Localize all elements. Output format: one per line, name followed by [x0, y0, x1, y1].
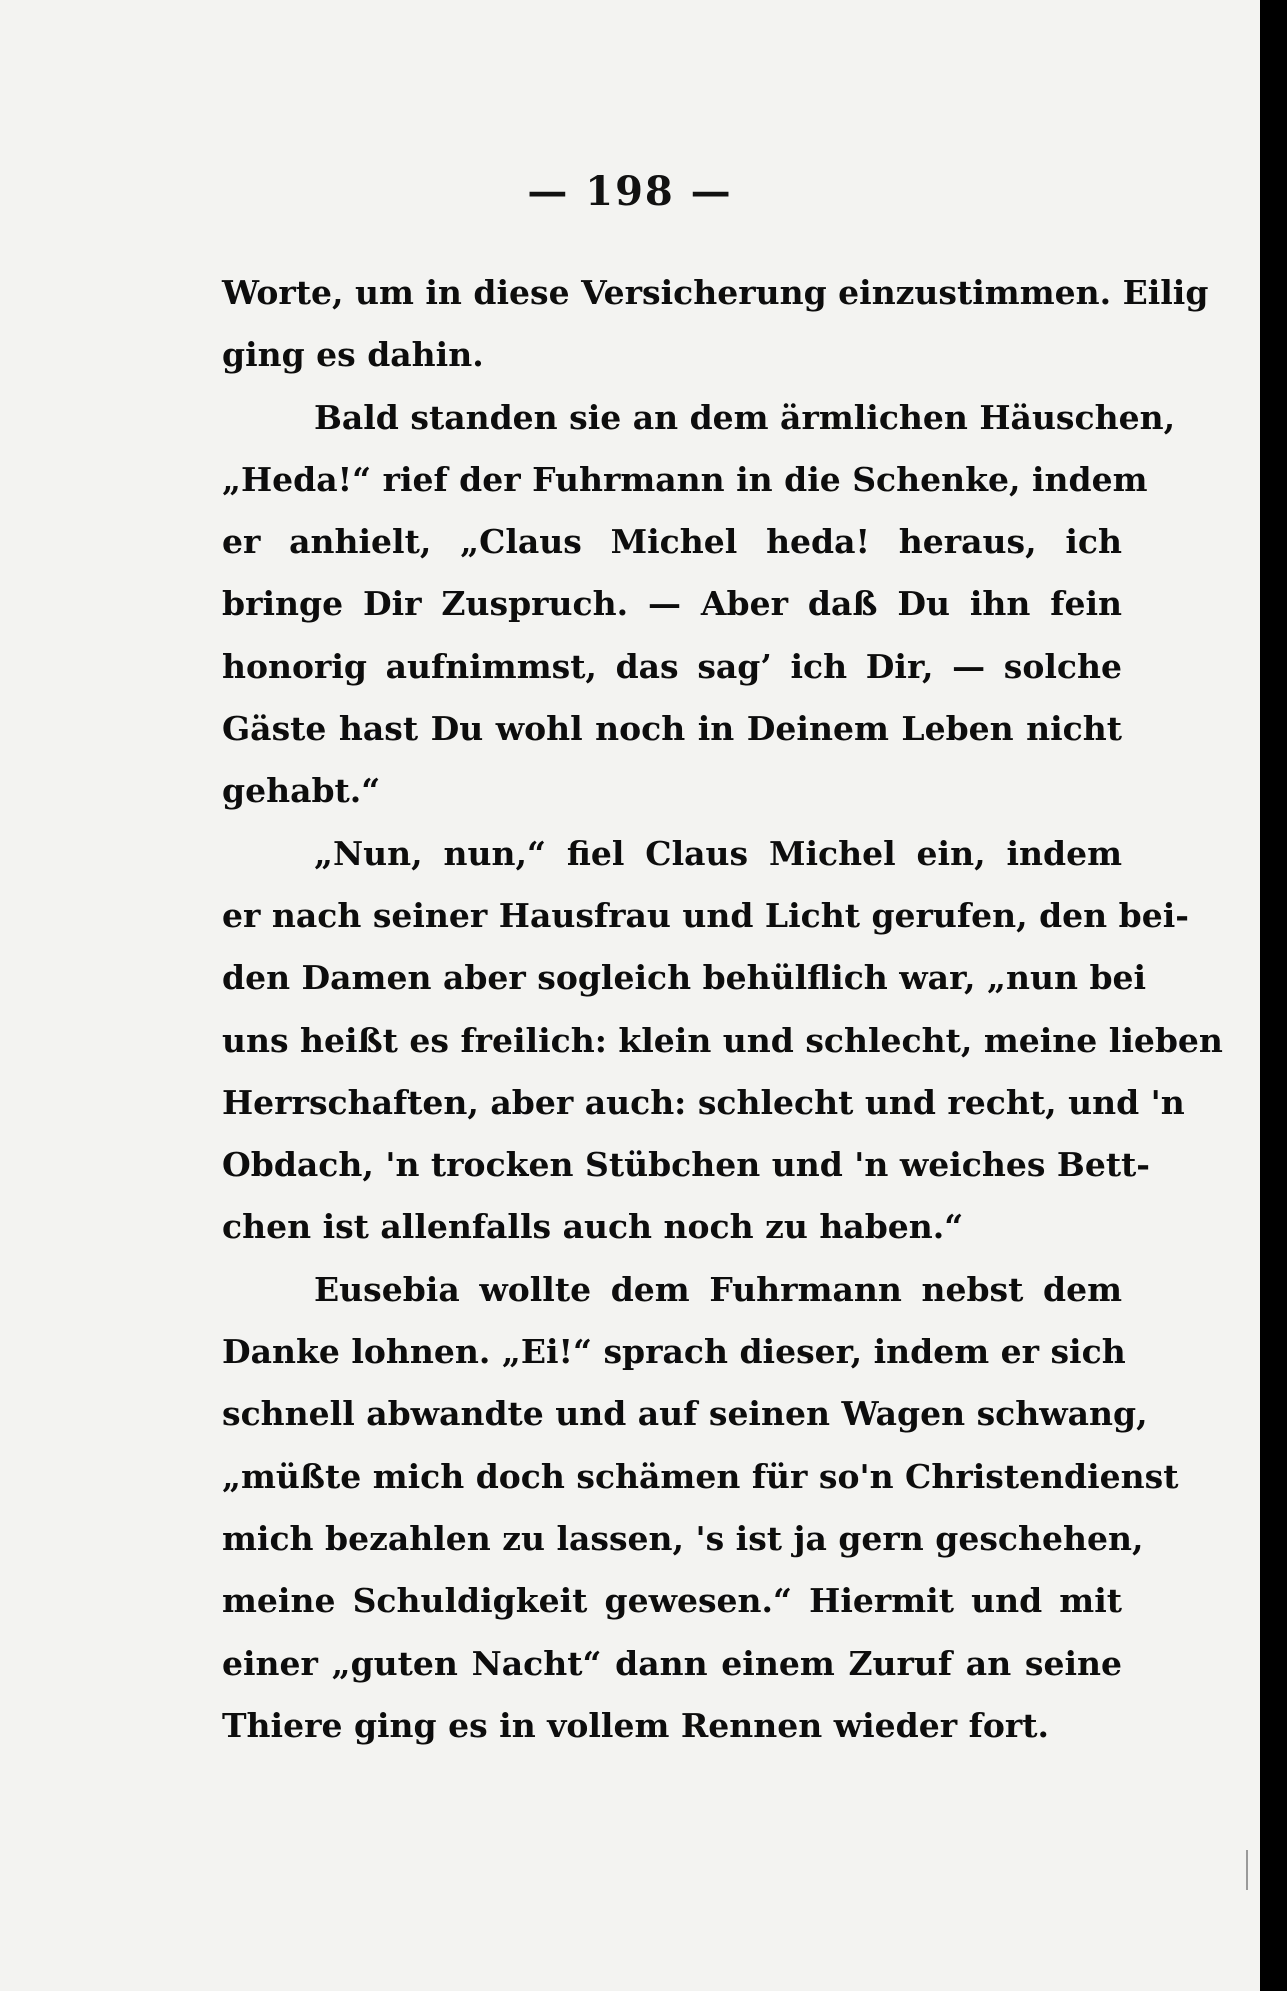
text-line: „Nun, nun,“ fiel Claus Michel ein, indem — [314, 833, 1122, 873]
text-line: Bald standen sie an dem ärmlichen Häuschen, — [314, 397, 1176, 437]
text-line: Thiere ging es in vollem Rennen wieder fort. — [222, 1705, 1049, 1745]
text-line: meine Schuldigkeit gewesen.“ Hiermit und mit — [222, 1581, 1122, 1621]
text-line: einer „guten Nacht“ dann einem Zuruf an seine — [222, 1643, 1122, 1683]
text-line: „Heda!“ rief der Fuhrmann in die Schenke, indem — [222, 459, 1148, 499]
text-line: Danke lohnen. „Ei!“ sprach dieser, indem er sich — [222, 1332, 1126, 1372]
text-line: honorig aufnimmst, das sag’ ich Dir, — solche — [222, 646, 1122, 686]
text-line: chen ist allenfalls auch noch zu haben.“ — [222, 1207, 964, 1247]
body-text — [222, 262, 1223, 1757]
text-line: er nach seiner Hausfrau und Licht gerufen, den bei- — [222, 895, 1189, 935]
text-line: schnell abwandte und auf seinen Wagen schwang, — [222, 1394, 1148, 1434]
text-line: Gäste hast Du wohl noch in Deinem Leben nicht — [222, 709, 1122, 749]
text-line: gehabt.“ — [222, 771, 381, 811]
text-line: Eusebia wollte dem Fuhrmann nebst dem — [314, 1269, 1122, 1309]
text-line: Worte, um in diese Versicherung einzustimmen. Eilig — [222, 273, 1209, 312]
text-line: „müßte mich doch schämen für so'n Christendienst — [222, 1456, 1179, 1496]
page-edge-mark — [1246, 1850, 1248, 1890]
text-line: er anhielt, „Claus Michel heda! heraus, ich — [222, 522, 1122, 562]
text-line: ging es dahin. — [222, 335, 484, 375]
text-line: uns heißt es freilich: klein und schlecht, meine lieben — [222, 1020, 1223, 1060]
text-line: Obdach, 'n trocken Stübchen und 'n weiches Bett- — [222, 1145, 1150, 1185]
text-line: mich bezahlen zu lassen, 's ist ja gern geschehen, — [222, 1518, 1144, 1558]
text-line: Herrschaften, aber auch: schlecht und recht, und 'n — [222, 1082, 1185, 1122]
page-number: — 198 — — [527, 168, 733, 215]
text-line: den Damen aber sogleich behülflich war, „nun bei — [222, 958, 1147, 998]
text-line: bringe Dir Zuspruch. — Aber daß Du ihn fein — [222, 584, 1122, 624]
